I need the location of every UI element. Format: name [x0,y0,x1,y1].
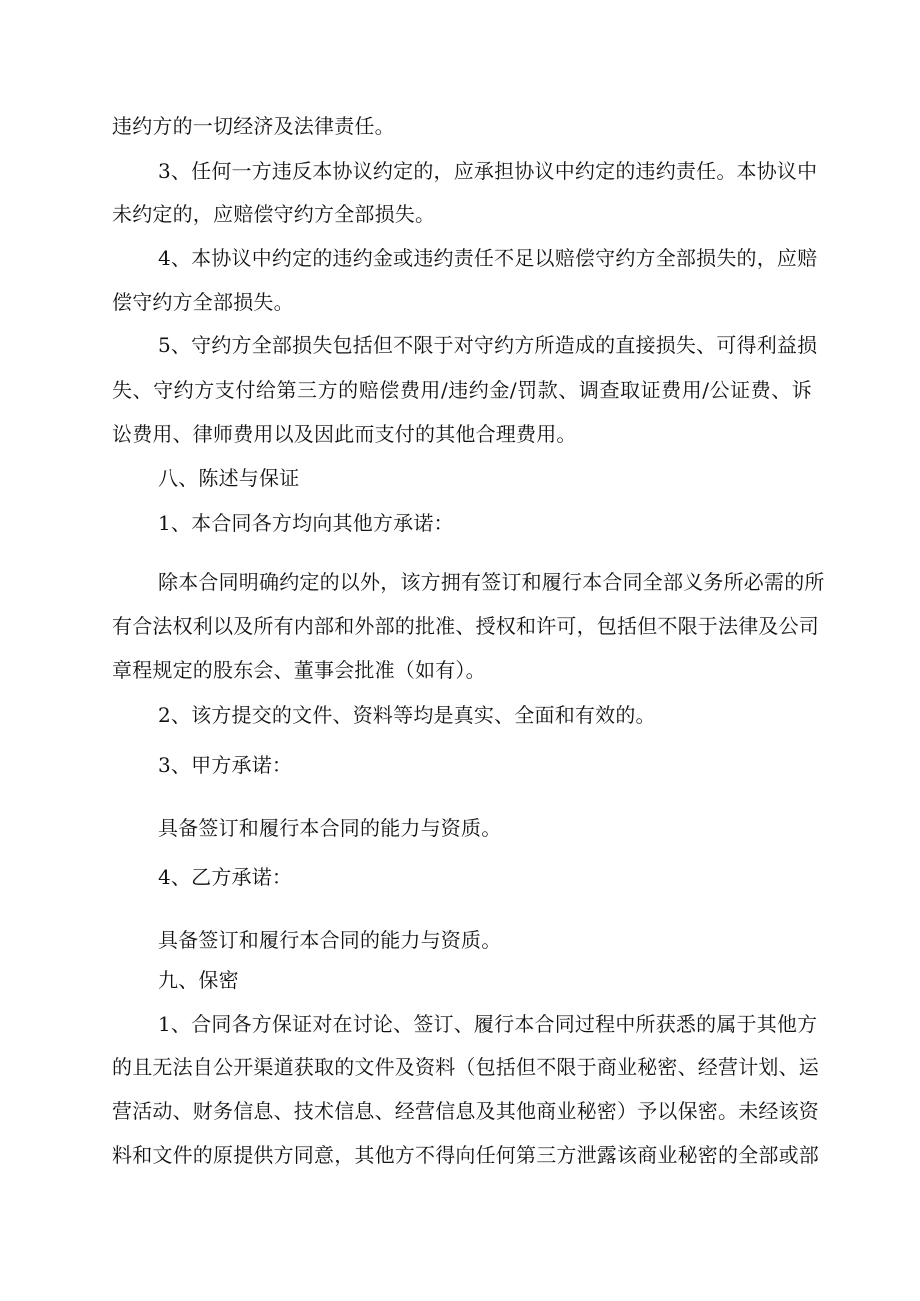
clause-line: 1、合同各方保证对在讨论、签订、履行本合同过程中所获悉的属于其他方 [158,1012,818,1036]
section-heading: 九、保密 [158,968,239,992]
clause-line: 3、任何一方违反本协议约定的，应承担协议中约定的违约责任。本协议中 [158,159,818,183]
clause-line: 的且无法自公开渠道获取的文件及资料（包括但不限于商业秘密、经营计划、运 [112,1055,819,1079]
paragraph-line: 章程规定的股东会、董事会批准（如有）。 [112,658,486,682]
clause-line: 未约定的，应赔偿守约方全部损失。 [112,202,436,226]
clause-line: 1、本合同各方均向其他方承诺： [158,511,454,535]
paragraph-line: 具备签订和履行本合同的能力与资质。 [158,928,502,952]
paragraph-line: 具备签订和履行本合同的能力与资质。 [158,816,502,840]
clause-line: 2、该方提交的文件、资料等均是真实、全面和有效的。 [158,703,656,727]
clause-line: 5、守约方全部损失包括但不限于对守约方所造成的直接损失、可得利益损 [158,333,818,357]
section-heading: 八、陈述与保证 [158,466,300,490]
paragraph-line: 除本合同明确约定的以外，该方拥有签订和履行本合同全部义务所必需的所 [158,570,825,594]
clause-line: 营活动、财务信息、技术信息、经营信息及其他商业秘密）予以保密。未经该资 [112,1099,819,1123]
clause-line: 3、甲方承诺： [158,753,293,777]
clause-line: 讼费用、律师费用以及因此而支付的其他合理费用。 [112,422,577,446]
paragraph-line: 有合法权利以及所有内部和外部的批准、授权和许可，包括但不限于法律及公司 [112,614,819,638]
clause-line: 料和文件的原提供方同意，其他方不得向任何第三方泄露该商业秘密的全部或部 [112,1143,819,1167]
clause-line: 4、乙方承诺： [158,865,293,889]
clause-line: 失、守约方支付给第三方的赔偿费用/违约金/罚款、调查取证费用/公证费、诉 [112,378,812,402]
clause-line: 偿守约方全部损失。 [112,290,294,314]
paragraph-line: 违约方的一切经济及法律责任。 [112,114,395,138]
clause-line: 4、本协议中约定的违约金或违约责任不足以赔偿守约方全部损失的，应赔 [158,246,818,270]
